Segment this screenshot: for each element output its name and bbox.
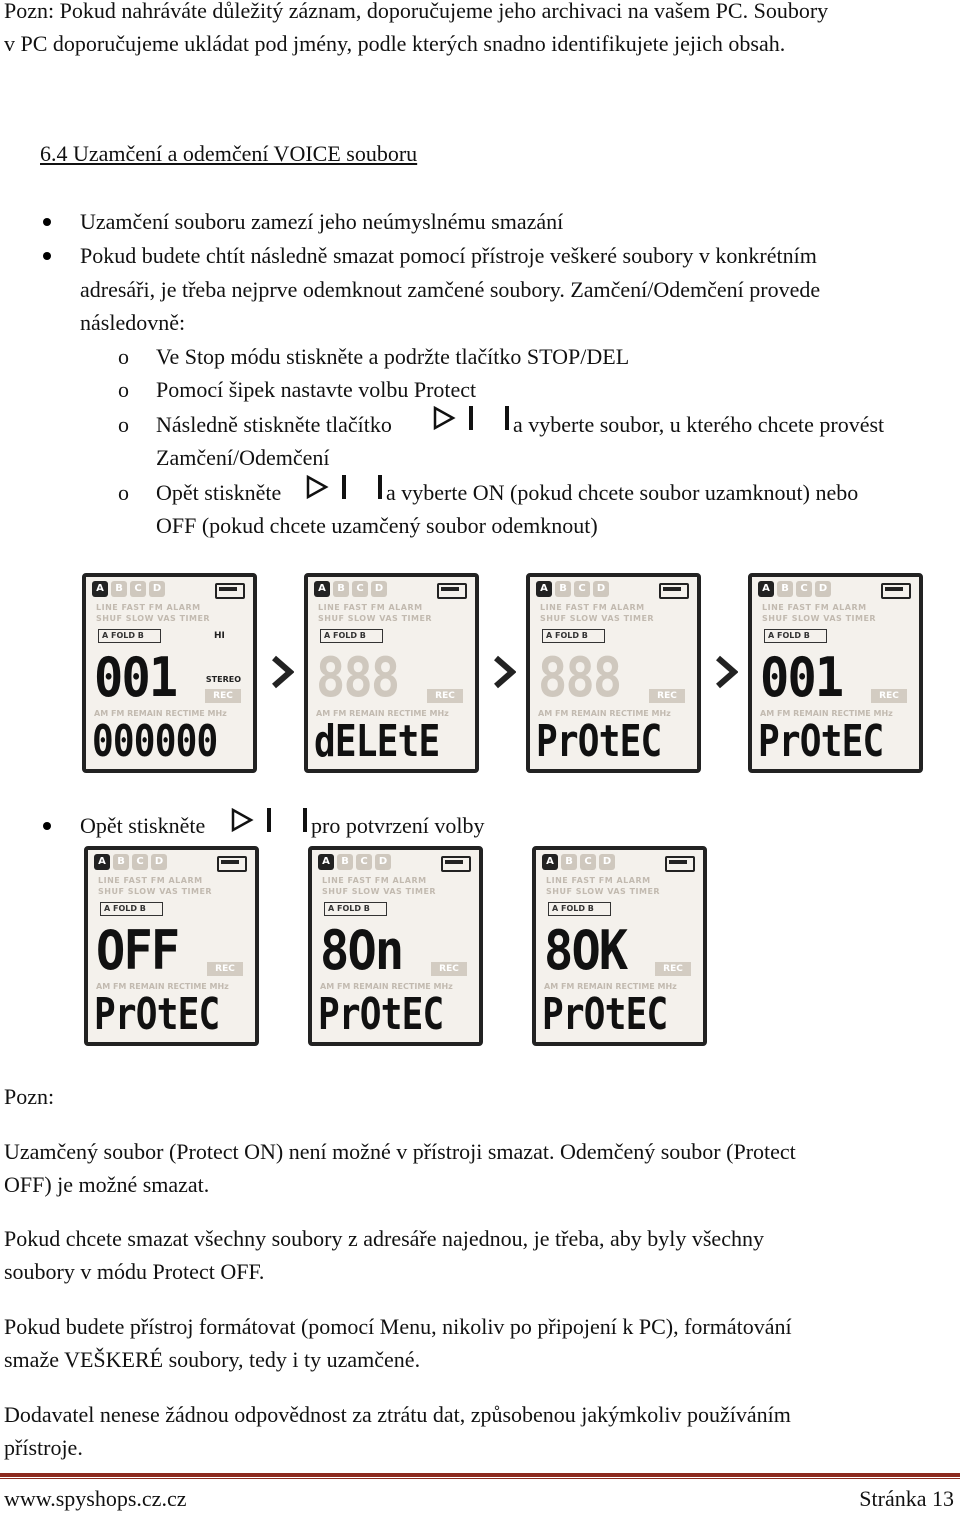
folder-indicator: A FOLD B [764,629,827,643]
lcd-top-digits: 888 [316,646,399,709]
note-2-line-1: Pokud chcete smazat všechny soubory z adresáře najednou, je třeba, aby byly všechny [4,1226,764,1251]
lcd-display [82,573,257,773]
note-2-line-2: soubory v módu Protect OFF. [4,1259,265,1284]
folder-indicator: A FOLD B [100,902,163,916]
sub-item-4-c: OFF (pokud chcete uzamčený soubor odemknout) [156,513,598,538]
mode-indicators: A B C D [542,854,615,870]
bullet-dot [43,218,51,226]
note-4-line-2: přístroje. [4,1435,83,1460]
folder-indicator: A FOLD B [542,629,605,643]
bullet-dot [43,252,51,260]
rec-indicator: REC [207,962,243,976]
battery-icon [217,856,247,872]
folder-indicator: A FOLD B [98,629,161,643]
lcd-display [748,573,923,773]
rec-indicator: REC [427,689,463,703]
battery-icon [215,583,245,599]
sub-marker: o [118,412,129,437]
battery-icon [665,856,695,872]
sub-marker: o [118,344,129,369]
lcd-strip-labels: AM FM REMAIN RECTIME MHz [320,982,453,991]
play-pause-icon [231,806,309,834]
rec-indicator: REC [871,689,907,703]
arrow-right-icon [492,655,516,689]
lcd-label-row-2: SHUF SLOW VAS TIMER [318,614,433,623]
play-pause-icon [306,473,384,501]
lcd-bottom-text: PrOtEC [758,716,884,767]
lcd-strip-labels: AM FM REMAIN RECTIME MHz [760,709,893,718]
mode-indicators: A B C D [92,581,165,597]
footer-page-number: Stránka 13 [859,1486,954,1511]
lcd-label-row-2: SHUF SLOW VAS TIMER [762,614,877,623]
lcd-top-digits: 001 [94,646,177,709]
lcd-label-row-2: SHUF SLOW VAS TIMER [546,887,661,896]
lcd-strip-labels: AM FM REMAIN RECTIME MHz [96,982,229,991]
mode-indicators: A B C D [536,581,609,597]
lcd-top-digits: 8OK [544,919,627,982]
battery-icon [881,583,911,599]
lcd-label-row-2: SHUF SLOW VAS TIMER [322,887,437,896]
bullet-3-a: Opět stiskněte [80,813,206,838]
lcd-display [304,573,479,773]
battery-icon [437,583,467,599]
sub-item-3-c: Zamčení/Odemčení [156,445,330,470]
lcd-display [84,846,259,1046]
lcd-top-digits: 001 [760,646,843,709]
lcd-label-row-1: LINE FAST FM ALARM [540,603,645,612]
sub-item-3-a: Následně stiskněte tlačítko [156,412,392,437]
notes-label: Pozn: [4,1084,55,1109]
bullet-2-line-3: následovně: [80,310,186,335]
mode-indicators: A B C D [318,854,391,870]
bullet-2-line-2: adresáři, je třeba nejprve odemknout zamčené soubory. Zamčení/Odemčení provede [80,277,821,302]
rec-indicator: REC [431,962,467,976]
lcd-strip-labels: AM FM REMAIN RECTIME MHz [94,709,227,718]
sub-marker: o [118,377,129,402]
sub-marker: o [118,480,129,505]
stereo-indicator: STEREO [205,675,241,684]
battery-icon [441,856,471,872]
lcd-label-row-1: LINE FAST FM ALARM [318,603,423,612]
mode-indicators: A B C D [94,854,167,870]
lcd-top-digits: 888 [538,646,621,709]
lcd-bottom-text: dELEtE [314,716,440,767]
lcd-strip-labels: AM FM REMAIN RECTIME MHz [544,982,677,991]
lcd-bottom-text: PrOtEC [318,989,444,1040]
footer-rule [0,1478,960,1479]
folder-indicator: A FOLD B [320,629,383,643]
rec-indicator: REC [655,962,691,976]
battery-icon [659,583,689,599]
bullet-dot [43,822,51,830]
lcd-strip-labels: AM FM REMAIN RECTIME MHz [316,709,449,718]
lcd-strip-labels: AM FM REMAIN RECTIME MHz [538,709,671,718]
lcd-label-row-1: LINE FAST FM ALARM [322,876,427,885]
sub-item-4-a: Opět stiskněte [156,480,282,505]
footer-rule [0,1473,960,1477]
bullet-2-line-1: Pokud budete chtít následně smazat pomocí přístroje veškeré soubory v konkrétním [80,243,817,268]
sub-item-2: Pomocí šipek nastavte volbu Protect [156,377,477,402]
section-heading: 6.4 Uzamčení a odemčení VOICE souboru [40,141,418,166]
mode-indicators: A B C D [758,581,831,597]
note-3-line-1: Pokud budete přístroj formátovat (pomocí Menu, nikoliv po připojení k PC), formátování [4,1314,792,1339]
lcd-top-digits: 8On [320,919,403,982]
lcd-label-row-1: LINE FAST FM ALARM [546,876,651,885]
note-1-line-1: Uzamčený soubor (Protect ON) není možné v přístroji smazat. Odemčený soubor (Protect [4,1139,796,1164]
folder-indicator: A FOLD B [324,902,387,916]
intro-line-1: Pozn: Pokud nahráváte důležitý záznam, doporučujeme jeho archivaci na vašem PC. Soubory [4,0,829,23]
lcd-bottom-text: PrOtEC [542,989,668,1040]
lcd-bottom-text: PrOtEC [536,716,662,767]
lcd-bottom-text: PrOtEC [94,989,220,1040]
rec-indicator: REC [205,689,241,703]
lcd-display [526,573,701,773]
lcd-display [308,846,483,1046]
lcd-label-row-1: LINE FAST FM ALARM [762,603,867,612]
bullet-3-b: pro potvrzení volby [311,813,485,838]
hi-quality-indicator: HI [214,631,225,641]
sub-item-4-b: a vyberte ON (pokud chcete soubor uzamknout) nebo [386,480,859,505]
lcd-label-row-1: LINE FAST FM ALARM [96,603,201,612]
play-pause-icon [433,404,511,432]
sub-item-1: Ve Stop módu stiskněte a podržte tlačítko STOP/DEL [156,344,630,369]
lcd-display [532,846,707,1046]
lcd-bottom-text: 000000 [92,716,218,767]
lcd-label-row-2: SHUF SLOW VAS TIMER [96,614,211,623]
note-4-line-1: Dodavatel nenese žádnou odpovědnost za ztrátu dat, způsobenou jakýmkoliv používáním [4,1402,791,1427]
note-1-line-2: OFF) je možné smazat. [4,1172,210,1197]
rec-indicator: REC [649,689,685,703]
intro-line-2: v PC doporučujeme ukládat pod jmény, podle kterých snadno identifikujete jejich obsah. [4,31,786,56]
arrow-right-icon [714,655,738,689]
lcd-label-row-1: LINE FAST FM ALARM [98,876,203,885]
sub-item-3-b: a vyberte soubor, u kterého chcete provést [513,412,885,437]
lcd-label-row-2: SHUF SLOW VAS TIMER [540,614,655,623]
lcd-top-digits: OFF [96,919,179,982]
note-3-line-2: smaže VEŠKERÉ soubory, tedy i ty uzamčené. [4,1347,421,1372]
folder-indicator: A FOLD B [548,902,611,916]
mode-indicators: A B C D [314,581,387,597]
footer-site-link[interactable]: www.spyshops.cz.cz [4,1486,187,1511]
lcd-label-row-2: SHUF SLOW VAS TIMER [98,887,213,896]
bullet-1: Uzamčení souboru zamezí jeho neúmyslnému smazání [80,209,564,234]
arrow-right-icon [270,655,294,689]
